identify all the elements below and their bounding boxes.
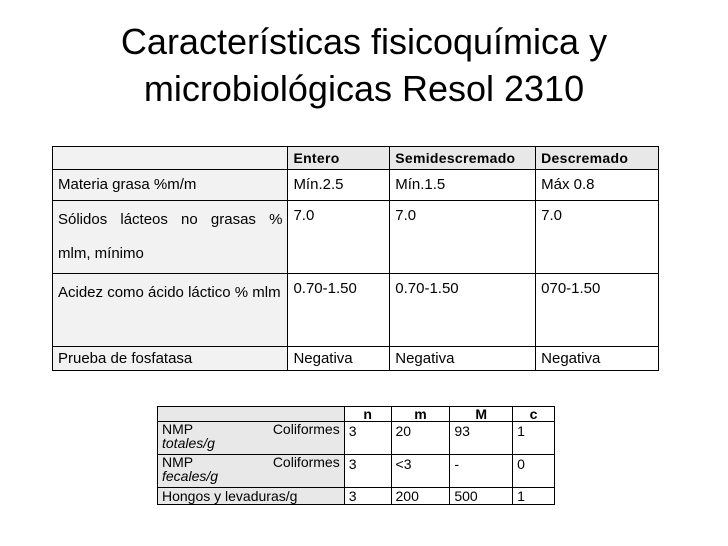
row-label: Sólidos lácteos no grasas % mlm, mínimo <box>53 201 288 274</box>
table-row <box>158 422 555 455</box>
slide-title-line1: Características fisicoquímica y <box>120 21 608 62</box>
row-label <box>158 455 345 488</box>
table-header-row <box>53 147 659 170</box>
header-cell-semidescremado: Semidescremado <box>390 147 536 170</box>
table-cell: 200 <box>391 488 450 505</box>
header-cell-m: m <box>391 407 450 422</box>
table-cell: 7.0 <box>288 201 390 274</box>
table-cell: Mín.1.5 <box>390 170 536 201</box>
table-row <box>53 274 659 347</box>
slide-title <box>0 18 728 112</box>
table-cell: 3 <box>344 488 391 505</box>
row-label-sub: totales/g <box>162 435 215 451</box>
physicochemical-table <box>52 146 659 371</box>
table-cell: 500 <box>450 488 513 505</box>
table-cell: 20 <box>391 422 450 455</box>
table-cell: 0 <box>513 455 555 488</box>
row-label: Materia grasa %m/m <box>53 170 288 201</box>
row-label-nmp: NMP <box>162 421 194 437</box>
header-cell-descremado: Descremado <box>536 147 659 170</box>
table-cell: 070-1.50 <box>536 274 659 347</box>
table-cell: 7.0 <box>390 201 536 274</box>
microbiological-table <box>157 406 555 505</box>
row-label-coliformes: Coliformes <box>272 421 340 437</box>
table-row <box>158 488 555 505</box>
row-label: Acidez como ácido láctico % mlm <box>53 274 288 347</box>
table-cell: 1 <box>513 422 555 455</box>
row-label-nmp: NMP <box>162 454 194 470</box>
row-label-coliformes: Coliformes <box>272 454 340 470</box>
table-row <box>158 455 555 488</box>
table-row <box>53 201 659 274</box>
row-label: Prueba de fosfatasa <box>53 347 288 371</box>
header-cell-empty <box>158 407 345 422</box>
row-label-sub: fecales/g <box>162 468 219 484</box>
table-cell: 93 <box>450 422 513 455</box>
table-cell: 1 <box>513 488 555 505</box>
table-cell: <3 <box>391 455 450 488</box>
table-cell: 0.70-1.50 <box>288 274 390 347</box>
row-label <box>158 422 345 455</box>
header-cell-n: n <box>344 407 391 422</box>
table-cell: - <box>450 455 513 488</box>
table-cell: 3 <box>344 422 391 455</box>
table-cell: Negativa <box>536 347 659 371</box>
table-cell: 7.0 <box>536 201 659 274</box>
table-cell: Negativa <box>288 347 390 371</box>
table-cell: Mín.2.5 <box>288 170 390 201</box>
header-cell-empty <box>53 147 288 170</box>
table-row <box>53 347 659 371</box>
table-cell: 3 <box>344 455 391 488</box>
header-cell-c: c <box>513 407 555 422</box>
table-cell: Máx 0.8 <box>536 170 659 201</box>
header-cell-M: M <box>450 407 513 422</box>
table-header-row <box>158 407 555 422</box>
table-cell: 0.70-1.50 <box>390 274 536 347</box>
table-cell: Negativa <box>390 347 536 371</box>
table-row <box>53 170 659 201</box>
slide-title-line2: microbiológicas Resol 2310 <box>143 68 585 109</box>
row-label: Hongos y levaduras/g <box>158 488 345 505</box>
header-cell-entero: Entero <box>288 147 390 170</box>
